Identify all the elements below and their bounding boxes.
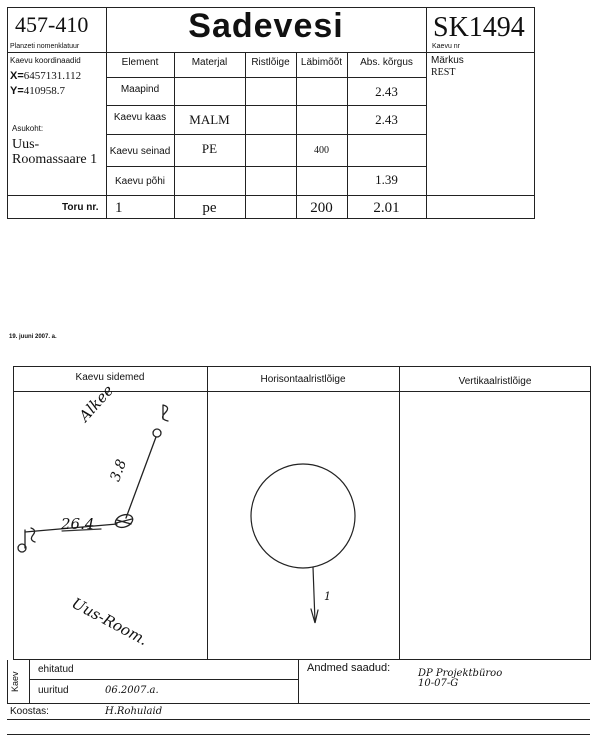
coordinates-label: Kaevu koordinaadid [10,56,81,65]
panel-title-horizontal-section: Horisontaalristlõige [260,374,346,385]
col-header-material: Materjal [191,57,228,68]
footer-compiled-value: H.Rohulaid [105,706,163,717]
map-sheet-number: 457-410 [15,12,89,37]
pipe-material: pe [202,200,217,216]
distance-label-diagonal: 3.8 [107,457,131,484]
row-element: Kaevu seinad [109,146,171,157]
horizontal-section-sketch [208,392,399,660]
coordinate-y-value: 410958.7 [23,85,66,97]
footer-data-from-value2: 10-07-G [418,678,459,689]
footer-data-from-value1: DP Projektbüroo [418,668,503,679]
panel-title-connections: Kaevu sidemed [75,372,145,383]
document-date: 19. juuni 2007. a. [9,334,57,340]
coordinate-x-value: 6457131.112 [23,70,82,82]
pipe-diameter: 200 [310,200,333,216]
pipe-number: 1 [115,200,123,216]
pipe-row-label: Toru nr. [62,202,99,213]
row-abs-height: 1.39 [375,172,398,187]
col-header-cross-section: Ristlõige [251,57,290,68]
footer-data-from-label: Andmed saadud: [307,662,391,674]
distance-label-horizontal: 26.4 [61,515,95,533]
location-value-line2: Roomassaare 1 [12,152,98,167]
row-material: PE [201,141,218,156]
footer-surveyed-value: 06.2007.a. [105,685,159,696]
coordinate-x [10,70,81,82]
remarks-value: REST [431,67,456,78]
location-value-line1: Uus- [12,137,40,152]
footer-compiled-label: Koostas: [10,706,49,717]
row-diameter: 400 [314,145,329,156]
row-element: Kaevu põhi [114,176,166,187]
street-label-top: Alkee [75,381,118,426]
row-abs-height: 2.43 [375,112,398,127]
row-abs-height: 2.43 [375,84,398,99]
location-label: Asukoht: [12,124,44,133]
col-header-element: Element [121,57,159,68]
pipe-label: 1 [324,590,331,603]
footer-built-label: ehitatud [38,664,74,675]
row-element: Maapind [120,84,160,95]
coordinate-y-label: Y= [10,85,24,97]
pipe-abs-height: 2.01 [373,200,400,216]
street-label-bottom: Uus-Room. [68,594,151,650]
col-header-abs-height: Abs. kõrgus [360,57,413,68]
well-id-label: Kaevu nr [432,43,461,50]
footer-well-label: Kaev [10,671,20,692]
panel-title-vertical-section: Vertikaalristlõige [458,376,532,387]
remarks-label: Märkus [431,55,464,66]
row-element: Kaevu kaas [113,112,167,123]
well-id: SK1494 [433,12,525,43]
coordinate-y [10,85,65,97]
row-material: MALM [189,112,230,127]
map-sheet-label: Planzeti nomenklatuur [10,43,80,50]
col-header-diameter: Läbimõõt [300,57,343,68]
coordinate-x-label: X= [10,70,24,82]
card-title: Sadevesi [188,7,344,45]
footer-surveyed-label: uuritud [38,685,69,696]
